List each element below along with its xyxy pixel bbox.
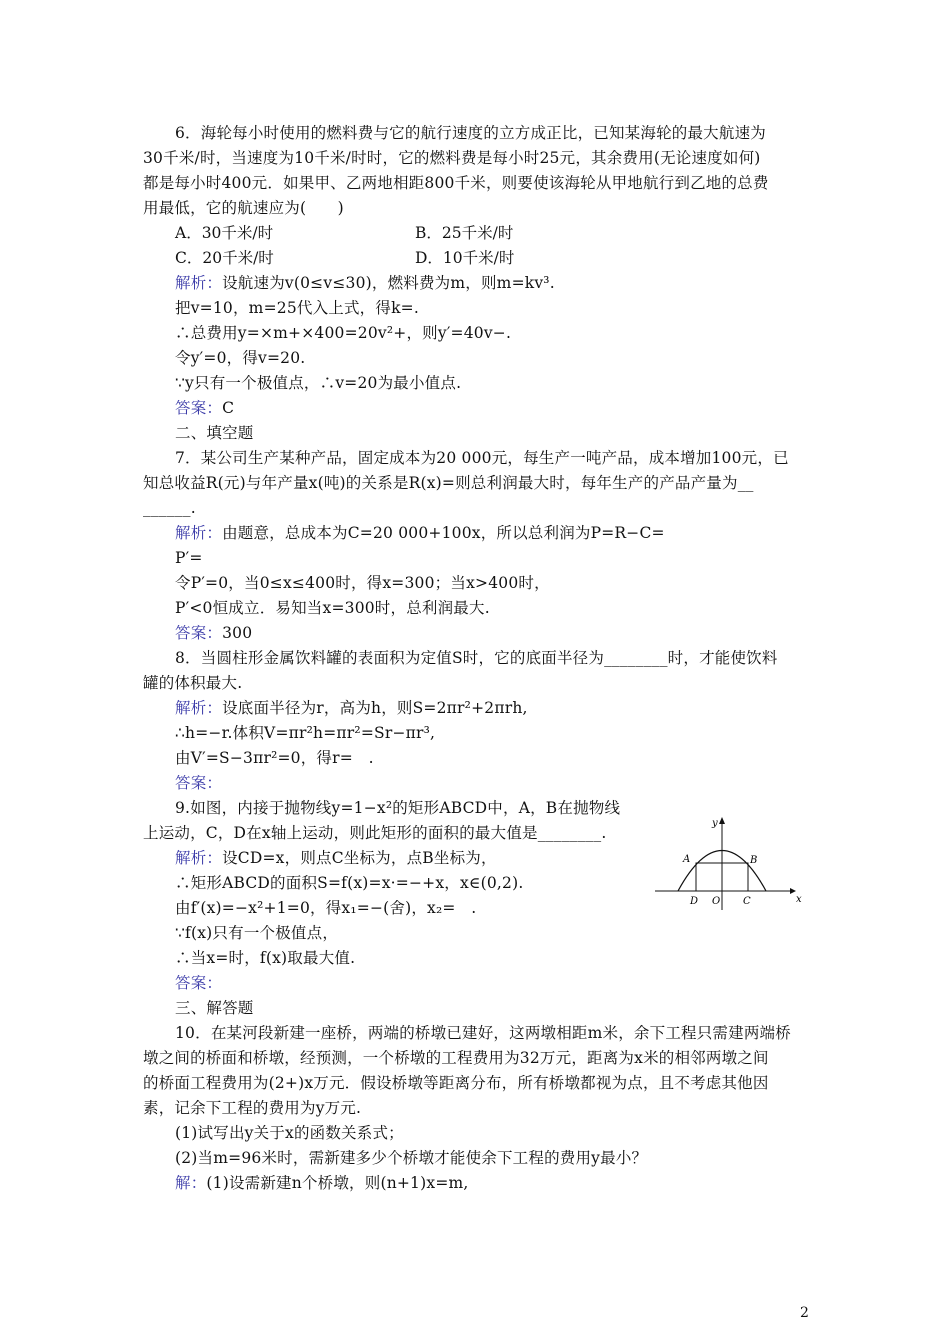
q10-part-2: (2)当m=96米时，需新建多少个桥墩才能使余下工程的费用y最小？: [175, 1149, 648, 1167]
parabola-figure: [650, 812, 800, 912]
q6-line-3: 都是每小时400元．如果甲、乙两地相距800千米，则要使该海轮从甲地航行到乙地的总费: [143, 174, 769, 192]
q10-line-1: 10．在某河段新建一座桥，两端的桥墩已建好，这两墩相距m米，余下工程只需建两端桥: [175, 1024, 791, 1042]
analysis-label: 解析：: [175, 274, 223, 292]
point-a-label: A: [683, 854, 691, 865]
analysis-label: 解析：: [175, 849, 223, 867]
q9-line-2: 上运动，C，D在x轴上运动，则此矩形的面积的最大值是________.: [143, 824, 607, 842]
y-axis-arrow: [719, 817, 725, 824]
answer-label: 答案：: [175, 624, 223, 642]
x-axis-label: x: [796, 894, 802, 905]
q10-line-4: 素，记余下工程的费用为y万元.: [143, 1099, 362, 1117]
section-heading-solve: 三、解答题: [175, 999, 254, 1017]
q7-answer: [175, 623, 252, 643]
q6-line-4: 用最低，它的航速应为( ): [143, 199, 344, 217]
page-number: 2: [800, 1305, 809, 1321]
solution-label: 解：: [175, 1174, 207, 1192]
q9-analysis-line-3: 由f′(x)=−x²+1=0，得x₁=−(舍)，x₂= .: [175, 899, 477, 917]
analysis-text: 由题意，总成本为C=20 000+100x，所以总利润为P=R−C=: [222, 524, 665, 542]
q6-answer: [175, 398, 234, 418]
q7-analysis-line-2: P′=: [175, 549, 203, 567]
q6-analysis-line-4: 令y′=0，得v=20.: [175, 349, 306, 367]
point-b-label: B: [750, 855, 758, 866]
q6-option-c: C．20千米/时: [175, 249, 274, 267]
answer-label: 答案：: [175, 774, 223, 792]
y-axis-label: y: [712, 818, 718, 829]
answer-label: 答案：: [175, 399, 223, 417]
q9-analysis-line-2: ∴矩形ABCD的面积S=f(x)=x·=−+x，x∈(0,2).: [175, 874, 524, 892]
q9-analysis-line-1: [175, 848, 497, 868]
q6-analysis-line-3: ∴总费用y=×m+×400=20v²+，则y′=40v−.: [175, 324, 512, 342]
answer-value: C: [222, 399, 235, 417]
answer-value: 300: [222, 624, 253, 642]
q8-answer: [175, 773, 222, 793]
q8-analysis-line-1: [175, 698, 528, 718]
origin-label: O: [712, 896, 721, 907]
answer-label: 答案：: [175, 974, 223, 992]
point-d-label: D: [690, 896, 699, 907]
analysis-text: 设CD=x，则点C坐标为，点B坐标为，: [222, 849, 497, 867]
q9-analysis-line-5: ∴当x=时，f(x)取最大值.: [175, 949, 356, 967]
q10-line-3: 的桥面工程费用为(2+)x万元．假设桥墩等距离分布，所有桥墩都视为点，且不考虑其他因: [143, 1074, 769, 1092]
q6-option-a: A．30千米/时: [175, 224, 274, 242]
q7-line-3: ______.: [143, 499, 196, 517]
q7-line-2: 知总收益R(元)与年产量x(吨)的关系是R(x)=则总利润最大时，每年生产的产品产量为__: [143, 474, 754, 492]
q6-analysis-line-5: ∵y只有一个极值点，∴v=20为最小值点.: [175, 374, 462, 392]
q6-option-b: B．25千米/时: [415, 224, 514, 242]
point-c-label: C: [743, 896, 751, 907]
q9-analysis-line-4: ∵f(x)只有一个极值点，: [175, 924, 339, 942]
q6-option-d: D．10千米/时: [415, 249, 515, 267]
analysis-text: 设底面半径为r，高为h，则S=2πr²+2πrh,: [222, 699, 528, 717]
q6-line-2: 30千米/时，当速度为10千米/时时，它的燃料费是每小时25元，其余费用(无论速度如何): [143, 149, 761, 167]
q8-analysis-line-3: 由V′=S−3πr²=0，得r= .: [175, 749, 374, 767]
q7-line-1: 7．某公司生产某种产品，固定成本为20 000元，每生产一吨产品，成本增加100元，已: [175, 449, 789, 467]
q8-analysis-line-2: ∴h=−r.体积V=πr²h=πr²=Sr−πr³,: [175, 724, 436, 742]
q9-answer: [175, 973, 222, 993]
analysis-label: 解析：: [175, 524, 223, 542]
q6-analysis-line-2: 把v=10，m=25代入上式，得k=.: [175, 299, 419, 317]
q7-analysis-line-1: [175, 523, 665, 543]
section-heading-fill-in: 二、填空题: [175, 424, 254, 442]
q10-solution: [175, 1173, 469, 1193]
q9-line-1: 9.如图，内接于抛物线y=1−x²的矩形ABCD中，A，B在抛物线: [175, 799, 621, 817]
q6-line-1: 6．海轮每小时使用的燃料费与它的航行速度的立方成正比，已知某海轮的最大航速为: [175, 124, 766, 142]
q6-analysis-line-1: [175, 273, 555, 293]
q10-part-1: (1)试写出y关于x的函数关系式；: [175, 1124, 404, 1142]
q7-analysis-line-4: P′<0恒成立．易知当x=300时，总利润最大.: [175, 599, 490, 617]
q8-line-2: 罐的体积最大.: [143, 674, 243, 692]
solution-text: (1)设需新建n个桥墩，则(n+1)x=m,: [206, 1174, 469, 1192]
q8-line-1: 8．当圆柱形金属饮料罐的表面积为定值S时，它的底面半径为________时，才能使饮料: [175, 649, 778, 667]
q7-analysis-line-3: 令P′=0，当0≤x≤400时，得x=300；当x>400时，: [175, 574, 550, 592]
analysis-text: 设航速为v(0≤v≤30)，燃料费为m，则m=kv³.: [222, 274, 555, 292]
analysis-label: 解析：: [175, 699, 223, 717]
q10-line-2: 墩之间的桥面和桥墩，经预测，一个桥墩的工程费用为32万元，距离为x米的相邻两墩之间: [143, 1049, 769, 1067]
